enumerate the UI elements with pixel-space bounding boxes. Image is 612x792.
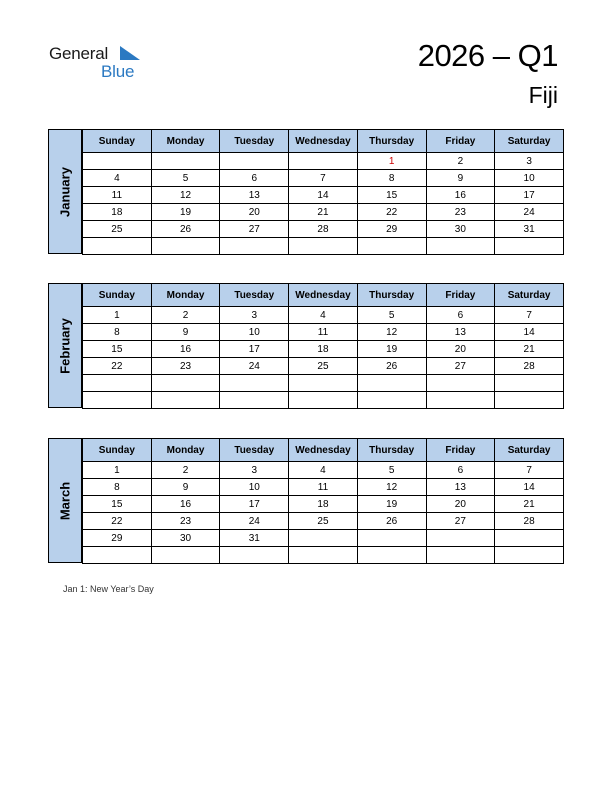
day-cell: 23: [426, 204, 495, 221]
day-cell: 14: [495, 479, 564, 496]
week-row: [83, 358, 564, 375]
day-cell: 7: [289, 170, 358, 187]
day-cell: 20: [426, 496, 495, 513]
day-cell: 26: [151, 221, 220, 238]
day-cell: 11: [289, 479, 358, 496]
empty-day-cell: [220, 238, 289, 255]
day-cell: 6: [426, 307, 495, 324]
week-row: [83, 204, 564, 221]
day-cell: 26: [357, 513, 426, 530]
empty-day-cell: [495, 375, 564, 392]
day-cell: 2: [426, 153, 495, 170]
empty-day-cell: [289, 238, 358, 255]
day-cell: 22: [83, 358, 152, 375]
day-cell: 30: [151, 530, 220, 547]
weekday-header: Wednesday: [289, 439, 358, 462]
weekday-header: Wednesday: [289, 130, 358, 153]
week-row: [83, 153, 564, 170]
week-row: [83, 392, 564, 409]
day-cell: 10: [495, 170, 564, 187]
day-cell: 15: [357, 187, 426, 204]
empty-day-cell: [151, 153, 220, 170]
weekday-header: Sunday: [83, 439, 152, 462]
empty-day-cell: [495, 392, 564, 409]
day-cell: 2: [151, 307, 220, 324]
week-row: [83, 496, 564, 513]
holiday-note: Jan 1: New Year’s Day: [63, 584, 154, 594]
day-cell: 29: [83, 530, 152, 547]
empty-day-cell: [426, 530, 495, 547]
empty-day-cell: [220, 375, 289, 392]
brand-word-general: General: [49, 44, 109, 63]
weekday-header: Thursday: [357, 439, 426, 462]
day-cell: 31: [220, 530, 289, 547]
week-row: [83, 462, 564, 479]
weekday-header: Tuesday: [220, 439, 289, 462]
month-grid: [82, 438, 564, 564]
day-cell: 20: [220, 204, 289, 221]
country-name: Fiji: [528, 82, 558, 108]
day-cell: 28: [495, 513, 564, 530]
empty-day-cell: [289, 392, 358, 409]
empty-day-cell: [495, 238, 564, 255]
empty-day-cell: [83, 375, 152, 392]
day-cell: 19: [357, 496, 426, 513]
brand-logo: [49, 44, 149, 84]
month-label: [48, 129, 82, 254]
day-cell: 8: [83, 479, 152, 496]
day-cell: 3: [495, 153, 564, 170]
day-cell: 19: [357, 341, 426, 358]
day-cell: 7: [495, 307, 564, 324]
day-cell: 8: [83, 324, 152, 341]
day-cell: 28: [495, 358, 564, 375]
day-cell: 23: [151, 513, 220, 530]
day-cell: 1: [83, 307, 152, 324]
month-label: [48, 438, 82, 563]
day-cell: 2: [151, 462, 220, 479]
day-cell: 3: [220, 307, 289, 324]
day-cell: 28: [289, 221, 358, 238]
day-cell: 13: [220, 187, 289, 204]
day-cell: 3: [220, 462, 289, 479]
day-cell: 17: [495, 187, 564, 204]
day-cell: 6: [426, 462, 495, 479]
empty-day-cell: [220, 392, 289, 409]
day-cell: 21: [289, 204, 358, 221]
weekday-header-row: [83, 439, 564, 462]
day-cell: 12: [357, 479, 426, 496]
empty-day-cell: [289, 547, 358, 564]
page-title: 2026 – Q1: [417, 38, 558, 73]
empty-day-cell: [151, 392, 220, 409]
day-cell: 5: [151, 170, 220, 187]
brand-word-blue: Blue: [101, 62, 135, 81]
weekday-header: Sunday: [83, 284, 152, 307]
day-cell: 10: [220, 324, 289, 341]
day-cell: 20: [426, 341, 495, 358]
day-cell: 9: [426, 170, 495, 187]
day-cell: 24: [495, 204, 564, 221]
month-january: [48, 129, 564, 254]
day-cell: 25: [289, 358, 358, 375]
day-cell: 26: [357, 358, 426, 375]
week-row: [83, 221, 564, 238]
day-cell: 27: [220, 221, 289, 238]
day-cell: 13: [426, 324, 495, 341]
weekday-header: Tuesday: [220, 284, 289, 307]
weekday-header: Tuesday: [220, 130, 289, 153]
day-cell: 4: [289, 462, 358, 479]
day-cell: 24: [220, 513, 289, 530]
day-cell: 11: [83, 187, 152, 204]
weekday-header: Monday: [151, 439, 220, 462]
day-cell: 4: [83, 170, 152, 187]
empty-day-cell: [83, 392, 152, 409]
empty-day-cell: [426, 547, 495, 564]
empty-day-cell: [83, 547, 152, 564]
empty-day-cell: [426, 238, 495, 255]
weekday-header: Friday: [426, 439, 495, 462]
empty-day-cell: [289, 530, 358, 547]
month-grid: [82, 283, 564, 409]
day-cell: 1: [357, 153, 426, 170]
weekday-header: Thursday: [357, 130, 426, 153]
empty-day-cell: [151, 547, 220, 564]
day-cell: 27: [426, 358, 495, 375]
week-row: [83, 513, 564, 530]
week-row: [83, 479, 564, 496]
day-cell: 5: [357, 307, 426, 324]
month-february: [48, 283, 564, 408]
weekday-header: Friday: [426, 130, 495, 153]
empty-day-cell: [220, 153, 289, 170]
empty-day-cell: [357, 547, 426, 564]
day-cell: 30: [426, 221, 495, 238]
week-row: [83, 307, 564, 324]
empty-day-cell: [357, 238, 426, 255]
day-cell: 6: [220, 170, 289, 187]
day-cell: 24: [220, 358, 289, 375]
month-grid: [82, 129, 564, 255]
empty-day-cell: [83, 238, 152, 255]
day-cell: 12: [151, 187, 220, 204]
weekday-header-row: [83, 130, 564, 153]
brand-triangle-icon: [120, 46, 140, 62]
empty-day-cell: [495, 530, 564, 547]
day-cell: 15: [83, 341, 152, 358]
day-cell: 22: [83, 513, 152, 530]
week-row: [83, 324, 564, 341]
day-cell: 21: [495, 496, 564, 513]
day-cell: 19: [151, 204, 220, 221]
day-cell: 27: [426, 513, 495, 530]
empty-day-cell: [220, 547, 289, 564]
week-row: [83, 170, 564, 187]
day-cell: 22: [357, 204, 426, 221]
day-cell: 7: [495, 462, 564, 479]
day-cell: 17: [220, 496, 289, 513]
week-row: [83, 375, 564, 392]
day-cell: 14: [289, 187, 358, 204]
weekday-header: Saturday: [495, 130, 564, 153]
month-march: [48, 438, 564, 563]
week-row: [83, 187, 564, 204]
day-cell: 16: [151, 496, 220, 513]
empty-day-cell: [426, 375, 495, 392]
day-cell: 12: [357, 324, 426, 341]
day-cell: 9: [151, 324, 220, 341]
day-cell: 9: [151, 479, 220, 496]
weekday-header: Thursday: [357, 284, 426, 307]
day-cell: 16: [151, 341, 220, 358]
empty-day-cell: [357, 375, 426, 392]
day-cell: 15: [83, 496, 152, 513]
day-cell: 11: [289, 324, 358, 341]
day-cell: 29: [357, 221, 426, 238]
day-cell: 25: [83, 221, 152, 238]
day-cell: 18: [289, 496, 358, 513]
day-cell: 25: [289, 513, 358, 530]
weekday-header: Sunday: [83, 130, 152, 153]
day-cell: 4: [289, 307, 358, 324]
weekday-header-row: [83, 284, 564, 307]
weekday-header: Monday: [151, 130, 220, 153]
empty-day-cell: [151, 238, 220, 255]
week-row: [83, 341, 564, 358]
day-cell: 17: [220, 341, 289, 358]
empty-day-cell: [289, 375, 358, 392]
weekday-header: Saturday: [495, 284, 564, 307]
day-cell: 18: [83, 204, 152, 221]
weekday-header: Saturday: [495, 439, 564, 462]
day-cell: 5: [357, 462, 426, 479]
day-cell: 18: [289, 341, 358, 358]
day-cell: 23: [151, 358, 220, 375]
empty-day-cell: [357, 530, 426, 547]
weekday-header: Friday: [426, 284, 495, 307]
day-cell: 16: [426, 187, 495, 204]
day-cell: 8: [357, 170, 426, 187]
day-cell: 21: [495, 341, 564, 358]
empty-day-cell: [495, 547, 564, 564]
day-cell: 31: [495, 221, 564, 238]
empty-day-cell: [426, 392, 495, 409]
month-name: March: [57, 481, 73, 520]
week-row: [83, 238, 564, 255]
empty-day-cell: [357, 392, 426, 409]
day-cell: 13: [426, 479, 495, 496]
month-name: January: [57, 166, 73, 217]
weekday-header: Wednesday: [289, 284, 358, 307]
day-cell: 14: [495, 324, 564, 341]
day-cell: 1: [83, 462, 152, 479]
weekday-header: Monday: [151, 284, 220, 307]
empty-day-cell: [83, 153, 152, 170]
empty-day-cell: [151, 375, 220, 392]
empty-day-cell: [289, 153, 358, 170]
month-name: February: [57, 317, 73, 374]
month-label: [48, 283, 82, 408]
week-row: [83, 530, 564, 547]
week-row: [83, 547, 564, 564]
day-cell: 10: [220, 479, 289, 496]
